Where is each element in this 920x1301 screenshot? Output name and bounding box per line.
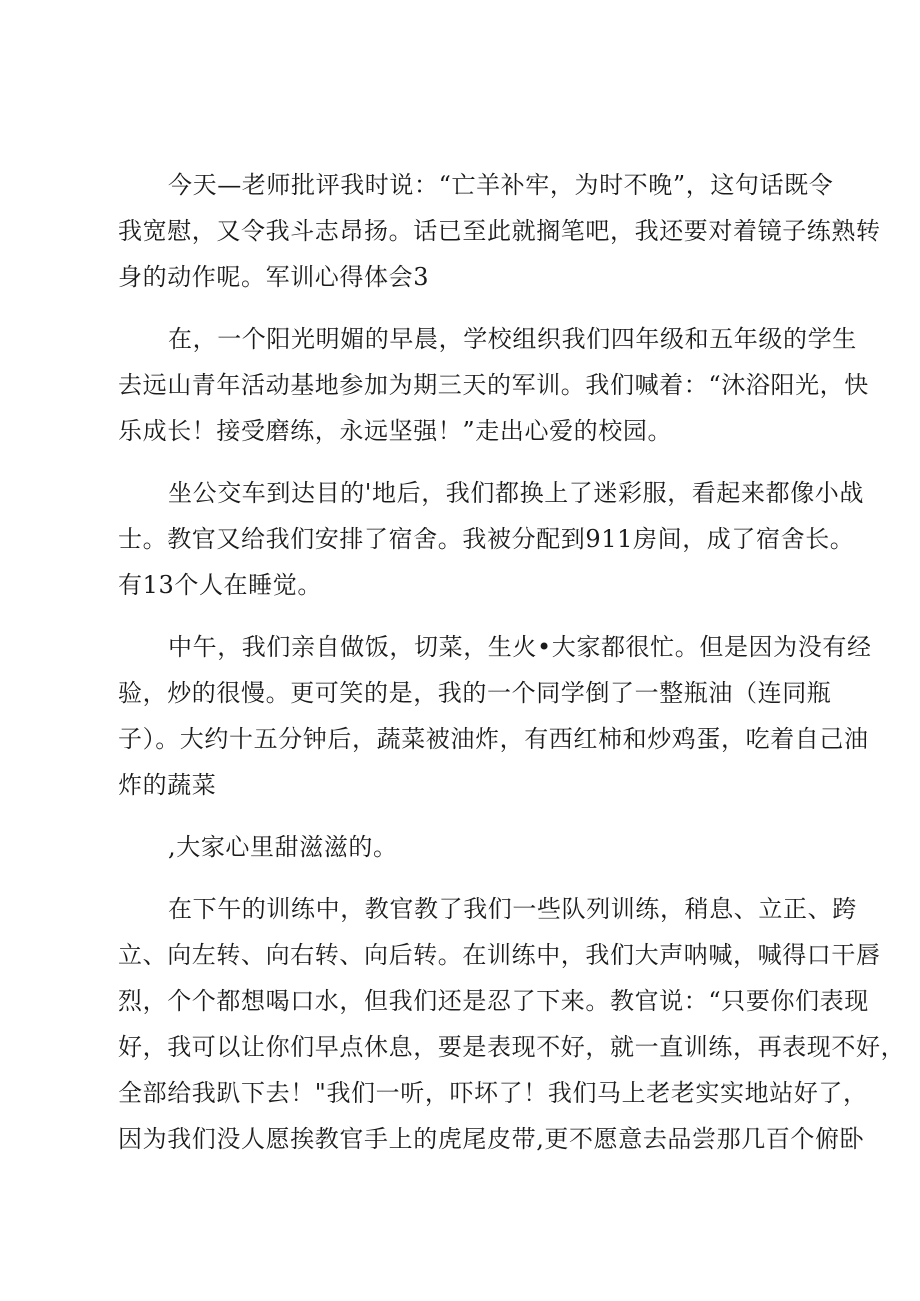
text-line: 炸的蔬菜: [118, 771, 217, 799]
text-line: 因为我们没人愿挨教官手上的虎尾皮带,更不愿意去品尝那几百个俯卧: [118, 1125, 865, 1153]
paragraph-3: [118, 470, 864, 608]
text-line: 我宽慰，又令我斗志昂扬。话已至此就搁笔吧，我还要对着镜子练熟转: [118, 217, 881, 245]
text-line: 全部给我趴下去！"我们一听，吓坏了！我们马上老老实实地站好了，: [118, 1079, 868, 1107]
paragraph-5: [118, 824, 830, 870]
text-line: 子）。大约十五分钟后，蔬菜被油炸，有西红柿和炒鸡蛋，吃着自己油: [118, 725, 869, 753]
paragraph-4: [118, 624, 872, 808]
document-body: [118, 162, 906, 1178]
text-line: 在下午的训练中，教官教了我们一些队列训练，稍息、立正、跨: [168, 895, 857, 923]
text-line: 验，炒的很慢。更可笑的是，我的一个同学倒了一整瓶油（连同瓶: [118, 679, 832, 707]
text-line: 中午，我们亲自做饭，切菜，生火•大家都很忙。但是因为没有经: [168, 633, 872, 661]
text-line: 好，我可以让你们早点休息，要是表现不好，就一直训练，再表现不好，: [118, 1033, 906, 1061]
text-line: 乐成长！接受磨练，永远坚强！”走出心爱的校园。: [118, 417, 673, 445]
text-line: 士。教官又给我们安排了宿舍。我被分配到911房间，成了宿舍长。: [118, 525, 855, 553]
text-line: 有13个人在睡觉。: [118, 571, 322, 599]
text-line: 身的动作呢。军训心得体会3: [118, 263, 430, 291]
text-line: 坐公交车到达目的'地后，我们都换上了迷彩服，看起来都像小战: [168, 479, 864, 507]
paragraph-6: [118, 886, 906, 1162]
text-line: 去远山青年活动基地参加为期三天的军训。我们喊着：“沐浴阳光，快: [118, 371, 869, 399]
text-line: ,大家心里甜滋滋的。: [168, 833, 398, 861]
text-line: 今天—老师批评我时说：“亡羊补牢，为时不晚”，这句话既令: [168, 171, 834, 199]
text-line: 立、向左转、向右转、向后转。在训练中，我们大声呐喊，喊得口干唇: [118, 941, 881, 969]
paragraph-1: [118, 162, 881, 300]
paragraph-2: [118, 316, 869, 454]
text-line: 在，一个阳光明媚的早晨，学校组织我们四年级和五年级的学生: [168, 325, 857, 353]
text-line: 烈，个个都想喝口水，但我们还是忍了下来。教官说：“只要你们表现: [118, 987, 869, 1015]
